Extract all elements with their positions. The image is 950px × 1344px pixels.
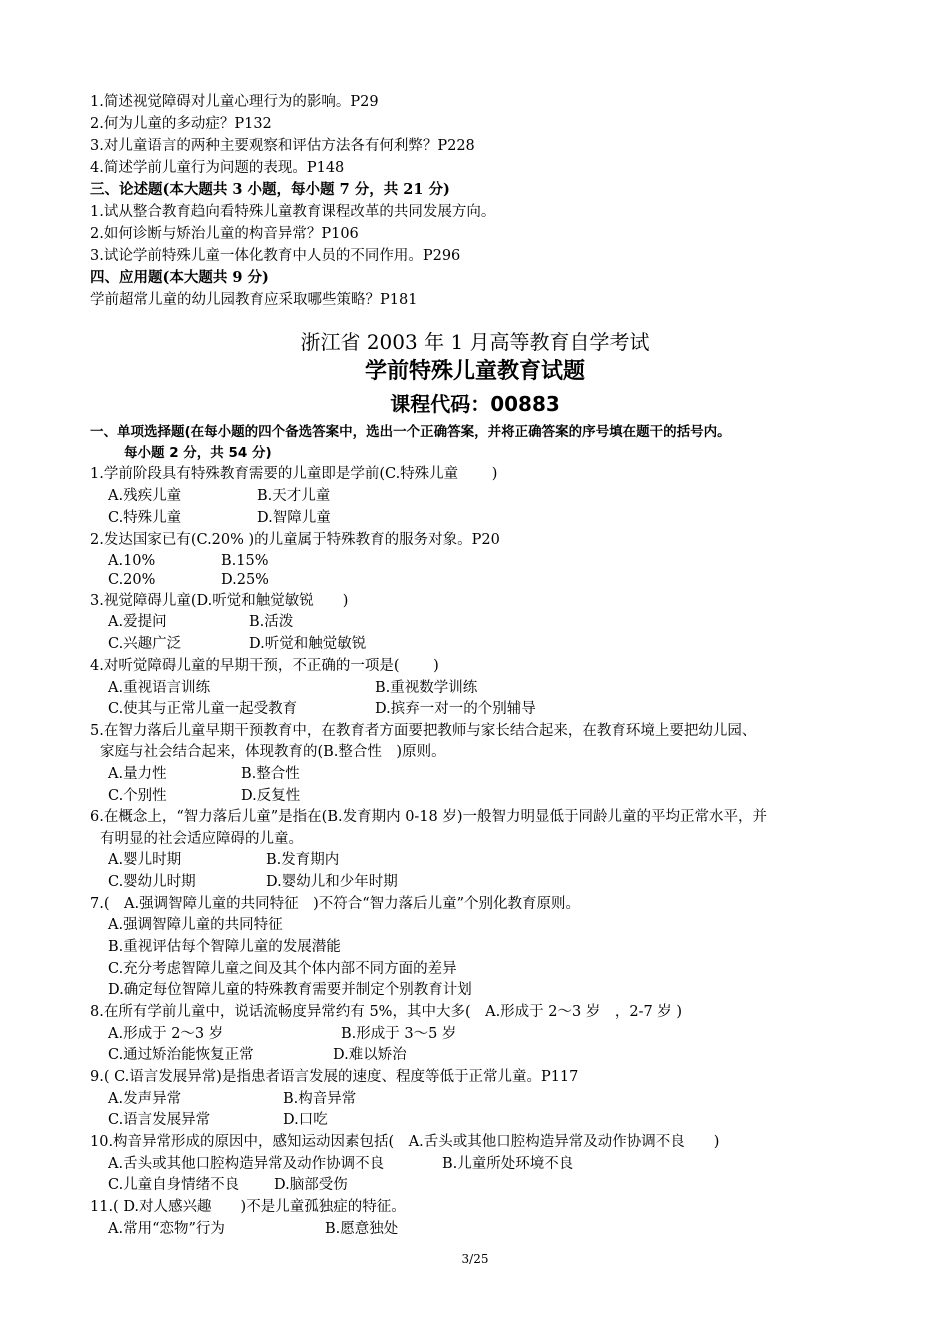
- option-c: C.儿童自身情绪不良: [108, 1177, 240, 1193]
- exam-title: 浙江省 2003 年 1 月高等教育自学考试: [300, 330, 650, 354]
- question-stem: 2.发达国家已有(C.20% )的儿童属于特殊教育的服务对象。P20: [90, 532, 500, 548]
- option-a: A.强调智障儿童的共同特征: [108, 917, 283, 933]
- short-answer-q4: 4.简述学前儿童行为问题的表现。P148: [90, 160, 345, 176]
- mc-section-heading-cont: 每小题 2 分，共 54 分): [124, 445, 272, 461]
- short-answer-q3: 3.对儿童语言的两种主要观察和评估方法各有何利弊？P228: [90, 138, 475, 154]
- option-a: A.量力性: [108, 766, 167, 782]
- option-c: C.语言发展异常: [108, 1112, 211, 1128]
- page-number: 3/25: [461, 1252, 489, 1266]
- option-b: B.15%: [221, 553, 269, 569]
- option-d: D.脑部受伤: [274, 1177, 348, 1193]
- option-d: D.确定每位智障儿童的特殊教育需要并制定个别教育计划: [108, 982, 472, 998]
- option-a: A.爱提问: [108, 614, 167, 630]
- question-stem: 6.在概念上，“智力落后儿童”是指在(B.发育期内 0-18 岁)一般智力明显低于同龄儿童的平均正常水平，并: [90, 809, 768, 825]
- option-b: B.愿意独处: [325, 1221, 399, 1237]
- option-b: B.重视评估每个智障儿童的发展潜能: [108, 939, 341, 955]
- option-b: B.儿童所处环境不良: [442, 1156, 574, 1172]
- option-a: A.形成于 2～3 岁: [108, 1026, 224, 1042]
- question-stem-cont: 家庭与社会结合起来，体现教育的(B.整合性 )原则。: [100, 744, 446, 760]
- option-b: B.活泼: [249, 614, 294, 630]
- option-d: D.听觉和触觉敏锐: [249, 636, 367, 652]
- option-d: D.难以矫治: [333, 1047, 407, 1063]
- option-b: B.天才儿童: [257, 488, 331, 504]
- option-a: A.常用“恋物”行为: [108, 1221, 225, 1237]
- option-d: D.25%: [221, 572, 269, 588]
- option-a: A.舌头或其他口腔构造异常及动作协调不良: [108, 1156, 385, 1172]
- option-d: D.口吃: [283, 1112, 328, 1128]
- option-c: C.兴趣广泛: [108, 636, 182, 652]
- option-c: C.婴幼儿时期: [108, 874, 196, 890]
- option-a: A.发声异常: [108, 1091, 182, 1107]
- option-b: B.重视数学训练: [375, 680, 478, 696]
- question-stem: 3.视觉障碍儿童(D.听觉和触觉敏锐 ): [90, 593, 349, 609]
- question-stem: 5.在智力落后儿童早期干预教育中，在教育者方面要把教师与家长结合起来，在教育环境上要把幼儿园、: [90, 723, 757, 739]
- option-b: B.发育期内: [266, 852, 340, 868]
- option-b: B.构音异常: [283, 1091, 357, 1107]
- short-answer-q1: 1.简述视觉障碍对儿童心理行为的影响。P29: [90, 94, 379, 110]
- option-d: D.智障儿童: [257, 510, 331, 526]
- option-b: B.整合性: [241, 766, 300, 782]
- essay-q3: 3.试论学前特殊儿童一体化教育中人员的不同作用。P296: [90, 248, 461, 264]
- option-b: B.形成于 3～5 岁: [341, 1026, 457, 1042]
- option-c: C.20%: [108, 572, 156, 588]
- option-c: C.特殊儿童: [108, 510, 182, 526]
- course-code: 课程代码：00883: [390, 392, 560, 416]
- option-a: A.10%: [108, 553, 156, 569]
- option-d: D.摈弃一对一的个别辅导: [375, 701, 536, 717]
- mc-section-heading: 一、单项选择题(在每小题的四个备选答案中，选出一个正确答案，并将正确答案的序号填在题干的括号内。: [90, 424, 731, 440]
- essay-q1: 1.试从整合教育趋向看特殊儿童教育课程改革的共同发展方向。: [90, 204, 496, 220]
- question-stem: 11.( D.对人感兴趣 )不是儿童孤独症的特征。: [90, 1199, 406, 1215]
- option-a: A.残疾儿童: [108, 488, 182, 504]
- essay-q2: 2.如何诊断与矫治儿童的构音异常？P106: [90, 226, 359, 242]
- question-stem: 10.构音异常形成的原因中，感知运动因素包括( A.舌头或其他口腔构造异常及动作协调不良 ): [90, 1134, 720, 1150]
- option-d: D.婴幼儿和少年时期: [266, 874, 398, 890]
- option-c: C.使其与正常儿童一起受教育: [108, 701, 298, 717]
- option-c: C.充分考虑智障儿童之间及其个体内部不同方面的差异: [108, 961, 457, 977]
- question-stem: 1.学前阶段具有特殊教育需要的儿童即是学前(C.特殊儿童 ): [90, 466, 498, 482]
- application-section-heading: 四、应用题(本大题共 9 分): [90, 269, 269, 286]
- question-stem: 8.在所有学前儿童中，说话流畅度异常约有 5%，其中大多( A.形成于 2～3 岁 ，2-7 岁 ): [90, 1004, 683, 1020]
- option-a: A.婴儿时期: [108, 852, 182, 868]
- question-stem-cont: 有明显的社会适应障碍的儿童。: [100, 831, 303, 847]
- question-stem: 7.( A.强调智障儿童的共同特征 )不符合“智力落后儿童”个别化教育原则。: [90, 896, 581, 912]
- option-a: A.重视语言训练: [108, 680, 211, 696]
- application-q1: 学前超常儿童的幼儿园教育应采取哪些策略？P181: [90, 292, 418, 308]
- short-answer-q2: 2.何为儿童的多动症？P132: [90, 116, 272, 132]
- option-d: D.反复性: [241, 788, 301, 804]
- exam-subject: 学前特殊儿童教育试题: [364, 359, 585, 384]
- essay-section-heading: 三、论述题(本大题共 3 小题，每小题 7 分，共 21 分): [90, 181, 450, 198]
- option-c: C.个别性: [108, 788, 167, 804]
- question-stem: 9.( C.语言发展异常)是指患者语言发展的速度、程度等低于正常儿童。P117: [90, 1069, 579, 1085]
- question-stem: 4.对听觉障碍儿童的早期干预，不正确的一项是( ): [90, 658, 439, 674]
- option-c: C.通过矫治能恢复正常: [108, 1047, 254, 1063]
